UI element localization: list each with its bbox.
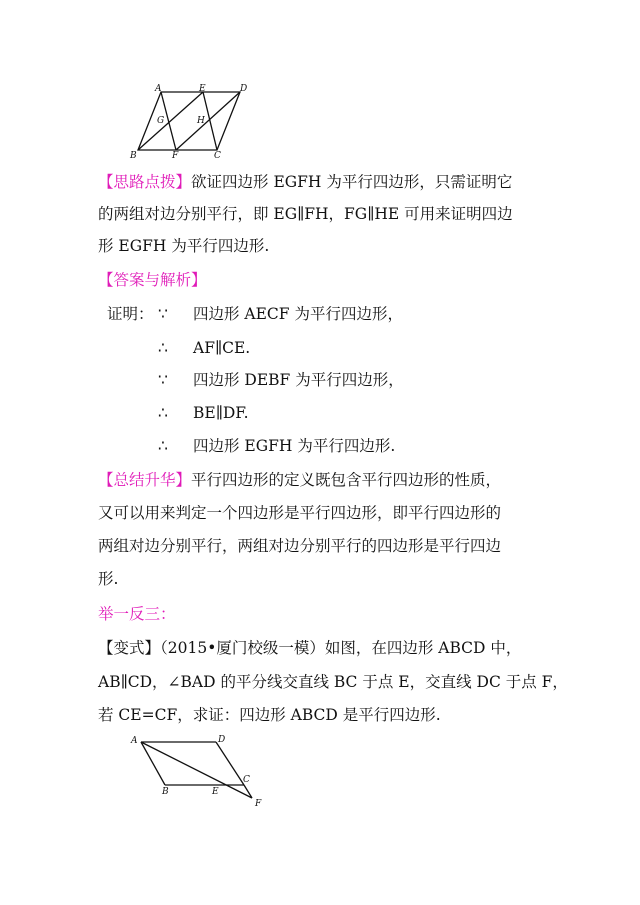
label-g: G: [157, 116, 165, 126]
label-b: B: [130, 151, 137, 160]
summary-line-3: 两组对边分别平行，两组对边分别平行的四边形是平行四边: [98, 537, 502, 555]
proof-step-2-symbol: ∴: [158, 339, 168, 357]
summary-tag: 【总结升华】: [98, 471, 192, 489]
proof-step-3-symbol: ∵: [158, 371, 168, 389]
figure-quadrilateral-abcd: [128, 730, 273, 810]
answer-tag: 【答案与解析】: [98, 271, 207, 289]
label-c: C: [214, 151, 221, 160]
outer-parallelogram: [138, 92, 240, 150]
label-a: A: [155, 84, 162, 94]
figure-parallelogram-egfh: [128, 82, 258, 160]
label-c: C: [243, 775, 250, 785]
label-d: D: [218, 735, 226, 745]
label-f: F: [172, 151, 179, 160]
summary-line-1: [98, 470, 501, 490]
proof-step-4-symbol: ∴: [158, 404, 168, 422]
proof-step-1-text: 四边形 AECF 为平行四边形，: [193, 305, 403, 323]
hint-line-1: [98, 172, 512, 192]
label-a: A: [131, 736, 138, 746]
segment-fd: [176, 92, 240, 150]
proof-label: 证明：: [107, 305, 154, 323]
variant-text-1: （2015•厦门校级一模）如图，在四边形 ABCD 中，: [160, 639, 522, 657]
label-e: E: [199, 84, 206, 94]
label-d: D: [240, 84, 248, 94]
proof-step-4-text: BE∥DF.: [193, 404, 249, 422]
proof-step-3-text: 四边形 DEBF 为平行四边形，: [193, 371, 404, 389]
hint-line-2: 的两组对边分别平行，即 EG∥FH，FG∥HE 可用来证明四边: [98, 205, 513, 223]
summary-text-1: 平行四边形的定义既包含平行四边形的性质，: [191, 471, 502, 489]
label-e: E: [212, 787, 219, 797]
practice-title: 举一反三：: [98, 605, 176, 623]
proof-step-2-text: AF∥CE.: [193, 339, 251, 357]
variant-line-3: 若 CE=CF，求证：四边形 ABCD 是平行四边形.: [98, 706, 441, 724]
proof-step-5-text: 四边形 EGFH 为平行四边形.: [193, 437, 396, 455]
variant-line-2: AB∥CD，∠BAD 的平分线交直线 BC 于点 E，交直线 DC 于点 F，: [98, 673, 568, 691]
label-f: F: [255, 799, 262, 809]
segment-dc: [216, 742, 244, 785]
segment-af: [141, 742, 252, 798]
summary-line-4: 形.: [98, 570, 119, 588]
summary-line-2: 又可以用来判定一个四边形是平行四边形，即平行四边形的: [98, 504, 502, 522]
variant-tag: 【变式】: [98, 639, 161, 657]
label-b: B: [162, 787, 169, 797]
hint-line-3: 形 EGFH 为平行四边形.: [98, 237, 270, 255]
hint-tag: 【思路点拨】: [98, 173, 192, 191]
proof-step-1-symbol: ∵: [158, 305, 168, 323]
label-h: H: [197, 116, 205, 126]
hint-text-1: 欲证四边形 EGFH 为平行四边形，只需证明它: [191, 173, 513, 191]
variant-line-1: [98, 638, 521, 658]
segment-ec: [203, 92, 217, 150]
segment-be: [138, 92, 203, 150]
proof-step-5-symbol: ∴: [158, 437, 168, 455]
